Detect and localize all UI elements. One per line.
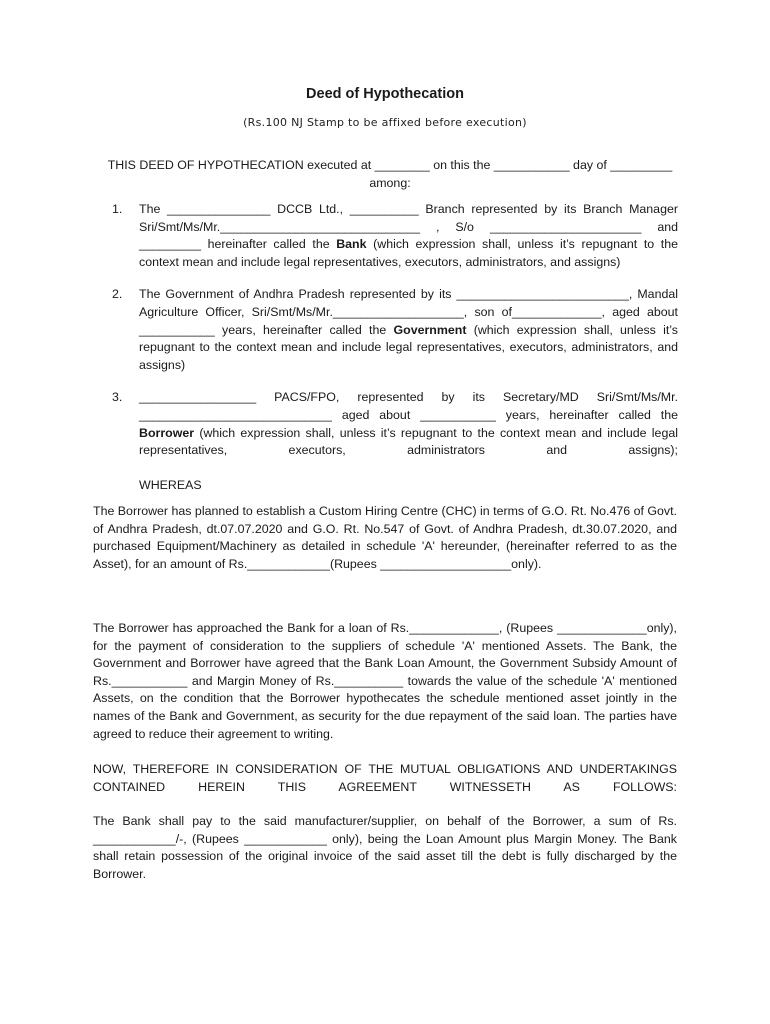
party-number: 2. <box>112 287 123 302</box>
party-text: The _______________ DCCB Ltd., __________ Branch represented by its Branch Manager Sri/Smt/Ms/Mr._____________________________ , S/o ______________________ and _________ hereinafter called the Bank (which expression shall, unless it’s repugnant to the context mean and include legal representatives, executors, administrators, and assigns) <box>139 202 678 269</box>
party-text: The Government of Andhra Pradesh represented by its _________________________, Mandal Agriculture Officer, Sri/Smt/Ms/Mr.___________________, son of_____________, aged about ___________ years, hereinafter called the Government (which expression shall, unless it’s repugnant to the context mean and include legal representatives, executors, administrators, and assigns) <box>139 287 678 372</box>
party-defined-term: Bank <box>336 237 367 252</box>
intro-line-1: THIS DEED OF HYPOTHECATION executed at ________ on this the ___________ day of _________ <box>107 158 673 172</box>
party-number: 1. <box>112 202 123 216</box>
recital-paragraph-1: The Borrower has planned to establish a Custom Hiring Centre (CHC) in terms of G.O. Rt. No.476 of Govt. of Andhra Pradesh, dt.07.07.2020 and G.O. Rt. No.547 of Govt. of Andhra Pradesh, dt.30.07.2020, and purchased Equipment/Machinery as detailed in schedule 'A' hereunder, (hereinafter referred to as the Asset), for an amount of Rs.____________(Rupees ___________________only). <box>93 504 677 571</box>
document-subtitle: (Rs.100 NJ Stamp to be affixed before execution) <box>243 116 527 129</box>
party-number: 3. <box>112 390 123 405</box>
party-item-bank <box>112 201 678 271</box>
recital-paragraph-2: The Borrower has approached the Bank for a loan of Rs._____________, (Rupees _____________only), for the payment of consideration to the suppliers of schedule 'A' mentioned Assets. The Bank, the Government and Borrower have agreed that the Bank Loan Amount, the Government Subsidy Amount of Rs.___________ and Margin Money of Rs.__________ towards the value of the schedule 'A' mentioned Assets, on the condition that the Borrower hypothecates the schedule mentioned asset jointly in the names of the Bank and Government, as security for the due repayment of the said loan. The parties have agreed to reduce their agreement to writing. <box>93 621 677 741</box>
party-defined-term: Government <box>393 322 467 337</box>
party-item-borrower <box>112 389 678 459</box>
party-defined-term: Borrower <box>139 425 195 440</box>
party-item-government <box>112 286 678 374</box>
parties-list <box>112 201 678 475</box>
operative-clause: NOW, THEREFORE IN CONSIDERATION OF THE MUTUAL OBLIGATIONS AND UNDERTAKINGS CONTAINED HEREIN THIS AGREEMENT WITNESSETH AS FOLLOWS: <box>93 762 677 794</box>
document-title: Deed of Hypothecation <box>306 86 464 102</box>
party-text: _________________ PACS/FPO, represented by its Secretary/MD Sri/Smt/Ms/Mr. ____________________________ aged about ___________ years, hereinafter called the Borrower (which expression shall, unless it’s repugnant to the context mean and include legal representatives, executors, administrators and assigns); <box>139 390 678 458</box>
intro-clause <box>90 157 690 192</box>
intro-line-2: among: <box>369 175 411 190</box>
whereas-heading: WHEREAS <box>139 478 202 492</box>
clause-paragraph-1: The Bank shall pay to the said manufacturer/supplier, on behalf of the Borrower, a sum of Rs. ____________/-, (Rupees ____________ only), being the Loan Amount plus Margin Money. The Bank shall retain possession of the original invoice of the said asset till the debt is fully discharged by the Borrower. <box>93 814 677 881</box>
